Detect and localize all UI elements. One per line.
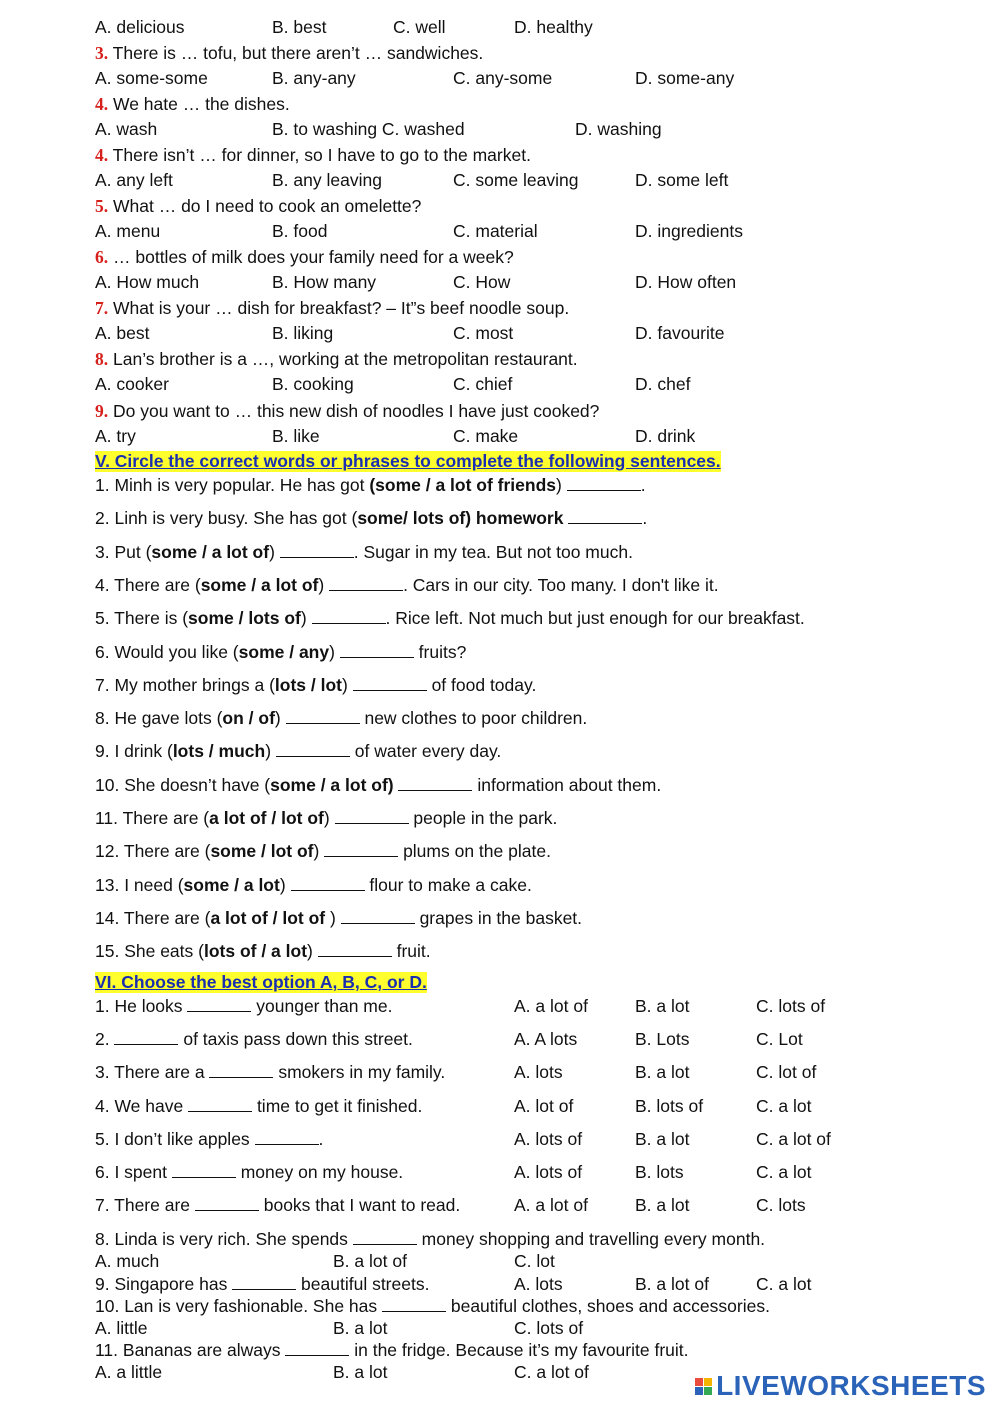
option[interactable]: C. material (453, 221, 538, 241)
sentence-start: 5. There is ( (95, 608, 189, 629)
question-start: 2. (95, 1029, 115, 1050)
option[interactable]: C. a lot (756, 1274, 812, 1294)
question-end: beautiful clothes, shoes and accessories. (446, 1296, 770, 1316)
answer-blank[interactable] (255, 1130, 319, 1145)
sentence-start: 4. There are ( (95, 574, 201, 595)
option[interactable]: A. any left (95, 170, 173, 190)
sentence-row (95, 541, 633, 563)
question-number: 4. (95, 145, 109, 165)
option[interactable]: C. lot of (756, 1062, 817, 1083)
question-text (95, 1161, 403, 1183)
choice-options[interactable]: lots of / a lot (203, 941, 308, 962)
question-stem: There isn’t … for dinner, so I have to go to the market. (112, 145, 531, 165)
sentence-row (95, 740, 501, 762)
sentence-row (95, 607, 805, 629)
option[interactable]: A. little (95, 1318, 148, 1338)
question-stem: We hate … the dishes. (113, 94, 290, 114)
sentence-mid: ) (307, 941, 318, 962)
sentence-row (95, 507, 647, 529)
option[interactable]: A. delicious (95, 17, 185, 37)
answer-blank[interactable] (114, 1030, 178, 1045)
option[interactable]: C. some leaving (453, 170, 579, 190)
answer-blank[interactable] (398, 776, 472, 791)
question-stem: … bottles of milk does your family need for a week? (113, 247, 514, 267)
sentence-mid: ) (323, 808, 335, 828)
answer-blank[interactable] (280, 543, 354, 558)
answer-blank[interactable] (567, 476, 641, 491)
question-number: 4. (95, 94, 109, 114)
question-end: of taxis pass down this street. (178, 1029, 413, 1050)
option[interactable]: B. lots (635, 1162, 684, 1182)
option[interactable]: A. How much (95, 272, 200, 292)
sentence-start: 3. Put ( (95, 541, 152, 562)
question-start: 6. I spent (95, 1162, 172, 1182)
option[interactable]: C. How (453, 272, 511, 292)
sentence-start: 1. Minh is very popular. He has got (95, 475, 370, 495)
answer-blank[interactable] (353, 676, 427, 691)
sentence-mid: ) (318, 574, 330, 595)
option[interactable]: A. a lot of (514, 996, 588, 1016)
option[interactable]: B. How many (272, 272, 377, 292)
option[interactable]: A. lots (514, 1062, 563, 1083)
sentence-start: 10. She doesn’t have ( (95, 774, 271, 795)
sentence-end: of water every day. (349, 741, 502, 762)
sentence-start: 12. There are ( (95, 841, 211, 862)
question-text (95, 297, 569, 319)
question-text (95, 1228, 765, 1250)
option[interactable]: C. Lot (756, 1029, 803, 1050)
question-start: 3. There are a (95, 1062, 210, 1083)
option[interactable]: C. lot (514, 1251, 555, 1271)
option[interactable]: C. chief (453, 374, 513, 394)
sentence-start: 11. There are ( (95, 808, 210, 828)
answer-blank[interactable] (318, 942, 392, 957)
question-end: beautiful streets. (296, 1274, 430, 1294)
liveworksheets-logo (695, 1371, 986, 1401)
option[interactable]: D. drink (635, 426, 696, 446)
option[interactable]: D. ingredients (635, 221, 743, 241)
answer-blank[interactable] (341, 909, 415, 924)
choice-options[interactable]: on / of (222, 708, 275, 729)
sentence-mid: ) (300, 608, 312, 629)
sentence-start: 9. I drink ( (95, 741, 173, 762)
sentence-end: . Rice left. Not much but just enough for our breakfast. (385, 608, 805, 629)
option[interactable]: B. cooking (272, 374, 354, 394)
sentence-row (95, 774, 661, 796)
option[interactable]: C. most (453, 323, 514, 343)
sentence-start: 15. She eats ( (95, 941, 204, 962)
answer-blank[interactable] (329, 576, 403, 591)
question-text (95, 144, 531, 166)
option[interactable]: D. How often (635, 272, 737, 292)
sentence-start: 2. Linh is very busy. She has got ( (95, 508, 358, 529)
question-start: 4. We have (95, 1095, 189, 1116)
sentence-end: fruits? (413, 641, 467, 662)
option[interactable]: A. lots of (514, 1128, 583, 1149)
choice-options[interactable]: some / lots of (188, 608, 301, 629)
option[interactable]: B. lots of (635, 1095, 704, 1116)
question-text (95, 1061, 445, 1083)
question-text (95, 195, 421, 217)
sentence-end: . (642, 508, 648, 529)
logo-text: LIVEWORKSHEETS (716, 1370, 986, 1401)
question-text (95, 995, 392, 1017)
answer-blank[interactable] (188, 1097, 252, 1112)
choice-options[interactable]: some / a lot of (200, 574, 319, 595)
answer-blank[interactable] (312, 609, 386, 624)
option[interactable]: C. well (393, 17, 446, 37)
sentence-row (95, 874, 532, 896)
sentence-row (95, 674, 536, 696)
question-number: 3. (95, 43, 109, 63)
choice-options[interactable]: lots / lot (274, 674, 342, 695)
question-end: . (318, 1128, 324, 1149)
option[interactable]: A. cooker (95, 374, 169, 394)
option[interactable]: A. lots (514, 1274, 563, 1294)
answer-blank[interactable] (568, 509, 642, 524)
option[interactable]: A. best (95, 323, 150, 343)
sentence-row (95, 840, 551, 862)
choice-options[interactable]: lots / much (172, 741, 266, 762)
part6-heading: VI. Choose the best option A, B, C, or D. (95, 972, 427, 992)
option[interactable]: A. menu (95, 221, 161, 241)
question-stem: Lan’s brother is a …, working at the metropolitan restaurant. (113, 349, 578, 369)
option[interactable]: D. favourite (635, 323, 725, 343)
answer-blank[interactable] (324, 842, 398, 857)
question-text (95, 400, 599, 422)
answer-blank[interactable] (285, 1341, 349, 1356)
sentence-end: . (640, 475, 646, 495)
question-text (95, 1339, 689, 1361)
choice-options[interactable]: some / a lot of) (270, 774, 394, 795)
option[interactable]: A. a lot of (514, 1195, 588, 1216)
answer-blank[interactable] (172, 1163, 236, 1178)
option[interactable]: B. a lot (333, 1362, 388, 1382)
sentence-mid: ) (329, 641, 340, 662)
sentence-mid: ) (274, 708, 286, 729)
option[interactable]: D. some-any (635, 68, 735, 88)
question-end: in the fridge. Because it’s my favourite fruit. (349, 1340, 689, 1360)
option[interactable]: A. lots of (514, 1162, 583, 1182)
choice-options[interactable]: some / a lot (183, 874, 280, 895)
option[interactable]: A. a little (95, 1362, 163, 1382)
sentence-end: people in the park. (408, 808, 558, 828)
sentence-row (95, 707, 587, 729)
sentence-row (95, 574, 719, 596)
question-number: 6. (95, 247, 109, 267)
answer-blank[interactable] (195, 1196, 259, 1211)
sentence-end: of food today. (426, 674, 537, 695)
sentence-start: 8. He gave lots ( (95, 708, 223, 729)
answer-blank[interactable] (209, 1063, 273, 1078)
choice-options[interactable]: some/ lots of) homework (357, 508, 564, 529)
question-text (95, 1095, 422, 1117)
option[interactable]: D. some left (635, 170, 729, 190)
sentence-start: 14. There are ( (95, 907, 211, 928)
option[interactable]: B. best (272, 17, 327, 37)
question-stem: What … do I need to cook an omelette? (113, 196, 422, 216)
question-start: 10. Lan is very fashionable. She has (95, 1296, 382, 1316)
question-text (95, 42, 483, 64)
option[interactable]: B. a lot (333, 1318, 388, 1338)
answer-blank[interactable] (291, 876, 365, 891)
question-text (95, 1273, 429, 1295)
question-end: time to get it finished. (252, 1095, 423, 1116)
question-text (95, 1028, 413, 1050)
question-number: 9. (95, 401, 109, 421)
question-text (95, 1128, 323, 1150)
sentence-row (95, 807, 557, 829)
question-start: 8. Linda is very rich. She spends (95, 1229, 353, 1249)
sentence-end: information about them. (472, 774, 662, 795)
option[interactable]: B. to washing C. washed (272, 119, 465, 139)
question-text (95, 1295, 770, 1317)
option[interactable]: C. lots of (514, 1318, 584, 1338)
question-number: 5. (95, 196, 109, 216)
option[interactable]: B. any-any (272, 68, 356, 88)
option[interactable]: A. much (95, 1251, 160, 1271)
sentence-mid: ) (313, 841, 325, 862)
choice-options[interactable]: a lot of / lot of (210, 907, 330, 928)
option[interactable]: A. try (95, 426, 136, 446)
answer-blank[interactable] (276, 742, 350, 757)
sentence-mid: ) (265, 741, 276, 762)
choice-options[interactable]: some / lot of (210, 841, 314, 862)
option[interactable]: C. a lot (756, 1095, 812, 1116)
sentence-end: . Sugar in my tea. But not too much. (353, 541, 633, 562)
sentence-row (95, 907, 582, 929)
sentence-mid: ) (342, 674, 353, 695)
sentence-mid: ) (269, 541, 280, 562)
answer-blank[interactable] (353, 1230, 417, 1245)
answer-blank[interactable] (232, 1275, 296, 1290)
option[interactable]: D. chef (635, 374, 691, 394)
sentence-end: fruit. (391, 941, 431, 962)
question-end: money on my house. (235, 1162, 404, 1182)
option[interactable]: B. a lot (635, 996, 690, 1016)
sentence-end: flour to make a cake. (364, 874, 532, 895)
option[interactable]: D. washing (575, 119, 662, 139)
answer-blank[interactable] (335, 809, 409, 824)
option[interactable]: D. healthy (514, 17, 593, 37)
sentence-start: 7. My mother brings a ( (95, 674, 275, 695)
option[interactable]: C. make (453, 426, 519, 446)
question-end: smokers in my family. (273, 1062, 446, 1083)
option[interactable]: C. lots (756, 1195, 806, 1216)
sentence-start: 6. Would you like ( (95, 641, 239, 662)
answer-blank[interactable] (286, 709, 360, 724)
sentence-mid: ) (556, 475, 567, 495)
option[interactable]: B. a lot (635, 1195, 690, 1216)
logo-mark-icon (695, 1378, 712, 1395)
question-start: 7. There are (95, 1195, 195, 1216)
option[interactable]: B. a lot (635, 1128, 690, 1149)
question-end: younger than me. (251, 996, 393, 1016)
answer-blank[interactable] (187, 997, 251, 1012)
question-end: money shopping and travelling every month. (416, 1229, 766, 1249)
choice-options[interactable]: some / a lot of (151, 541, 270, 562)
sentence-end: new clothes to poor children. (359, 708, 588, 729)
question-start: 5. I don’t like apples (95, 1128, 255, 1149)
option[interactable]: B. a lot of (635, 1274, 709, 1294)
question-start: 11. Bananas are always (95, 1340, 286, 1360)
sentence-mid: ) (279, 874, 291, 895)
answer-blank[interactable] (382, 1297, 446, 1312)
sentence-start: 13. I need ( (95, 874, 184, 895)
question-stem: What is your … dish for breakfast? – It”s beef noodle soup. (113, 298, 570, 318)
option[interactable]: B. a lot (635, 1062, 690, 1083)
option[interactable]: B. a lot of (333, 1251, 407, 1271)
option[interactable]: B. like (272, 426, 320, 446)
question-number: 7. (95, 298, 109, 318)
choice-options[interactable]: a lot of / lot of (209, 808, 324, 828)
option[interactable]: A. some-some (95, 68, 208, 88)
question-stem: Do you want to … this new dish of noodles I have just cooked? (113, 401, 600, 421)
question-text (95, 348, 578, 370)
option[interactable]: C. a lot (756, 1162, 812, 1182)
sentence-end: plums on the plate. (398, 841, 551, 862)
option[interactable]: C. any-some (453, 68, 553, 88)
part5-heading: V. Circle the correct words or phrases to complete the following sentences. (95, 451, 721, 471)
sentence-row (95, 641, 466, 663)
option[interactable]: C. a lot of (756, 1128, 831, 1149)
sentence-end: grapes in the basket. (414, 907, 583, 928)
sentence-row (95, 940, 431, 962)
question-text (95, 93, 290, 115)
sentence-row (95, 474, 646, 496)
option[interactable]: C. a lot of (514, 1362, 589, 1382)
question-text (95, 246, 514, 268)
question-end: books that I want to read. (258, 1195, 461, 1216)
option[interactable]: B. liking (272, 323, 334, 343)
sentence-end: . Cars in our city. Too many. I don't like it. (403, 574, 719, 595)
question-stem: There is … tofu, but there aren’t … sandwiches. (112, 43, 484, 63)
question-start: 1. He looks (95, 996, 188, 1016)
option[interactable]: B. any leaving (272, 170, 382, 190)
question-start: 9. Singapore has (95, 1274, 233, 1294)
question-number: 8. (95, 349, 109, 369)
choice-options[interactable]: some / any (238, 641, 330, 662)
option[interactable]: C. lots of (756, 996, 826, 1016)
answer-blank[interactable] (340, 643, 414, 658)
option[interactable]: A. wash (95, 119, 158, 139)
option[interactable]: A. lot of (514, 1095, 574, 1116)
choice-options[interactable]: (some / a lot of friends (369, 475, 557, 495)
option[interactable]: A. A lots (514, 1029, 578, 1050)
sentence-mid: ) (330, 907, 341, 928)
question-text (95, 1194, 460, 1216)
option[interactable]: B. food (272, 221, 328, 241)
option[interactable]: B. Lots (635, 1029, 690, 1050)
